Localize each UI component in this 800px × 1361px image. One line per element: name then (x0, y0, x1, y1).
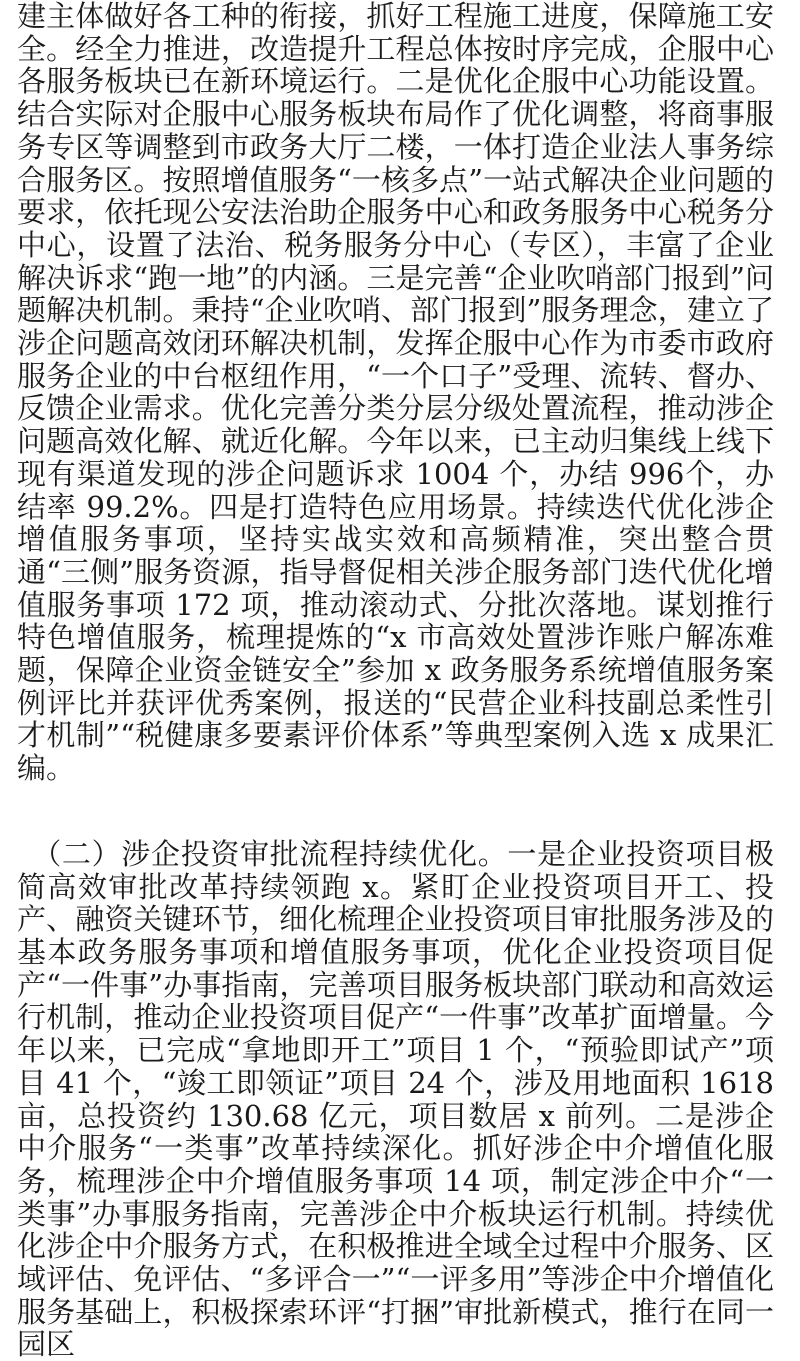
paragraph-2 (17, 838, 774, 1361)
paragraph-2-line: 续领跑 x。紧盯企业投资项目开工、投产、融资关键环节，细化梳理企业投资项 (17, 869, 774, 937)
paragraph-1-line: 为市委市政府服务企业的中台枢纽作用，“一个口子”受理、流转、督办、反馈企 (17, 326, 774, 426)
paragraph-1-line: 务部门迭代优化增值服务事项 172 项，推动滚动式、分批次落地。谋划推行特色 (17, 554, 774, 655)
paragraph-1-line: 参加 x 政务服务系统增值服务案例评比并获评优秀案例，报送的“民营企业科技 (17, 653, 774, 720)
paragraph-2-line: “一件事”办事指南，完善项目服务板块部门联动和高效运行机制，推动企业投资 (17, 967, 774, 1035)
paragraph-2-line: 验即试产”项目 41 个，“竣工即领证”项目 24 个，涉及用地面积 1618 亩，总投资 (17, 1033, 775, 1133)
paragraph-2-line: 事”办事服务指南，完善涉企中介板块运行机制。持续优化涉企中介服务方式， (17, 1196, 774, 1264)
paragraph-1-line: 专区等调整到市政务大厅二楼，一体打造企业法人事务综合服务区。按照增值服 (17, 129, 774, 197)
paragraph-1-line: 造提升工程总体按时序完成，企服中心各服务板块已在新环境运行。二是优化企 (17, 31, 774, 99)
paragraph-1-line: 今年以来，已主动归集线上线下现有渠道发现的涉企问题诉求 1004 个，办结 996 (17, 424, 774, 491)
paragraph-1-line: 服中心功能设置。结合实际对企服中心服务板块布局作了优化调整，将商事服务 (17, 64, 774, 164)
paragraph-2-line: （二）涉企投资审批流程持续优化。一是企业投资项目极简高效审批改革持 (17, 836, 774, 904)
paragraph-1-line: 哨、部门报到”服务理念，建立了涉企问题高效闭环解决机制，发挥企服中心作 (17, 293, 775, 361)
paragraph-1-line: 坚持实战实效和高频精准，突出整合贯通“三侧”服务资源，指导督促相关涉企服 (17, 522, 774, 589)
paragraph-1-line: 副总柔性引才机制”“税健康多要素评价体系”等典型案例入选 x 成果汇编。 (17, 685, 774, 786)
paragraph-1-line: 建主体做好各工种的衔接，抓好工程施工进度，保障施工安全。经全力推进，改 (17, 0, 774, 66)
paragraph-1-line: 诉求“跑一地”的内涵。三是完善“企业吹哨部门报到”问题解决机制。秉持“企业吹 (17, 260, 774, 328)
paragraph-1-line: 业需求。优化完善分类分层分级处置流程，推动涉企问题高效化解、就近化解。 (17, 391, 774, 459)
paragraph-2-line: 目审批服务涉及的基本政务服务事项和增值服务事项，优化企业投资项目促产 (17, 902, 774, 1002)
paragraph-1 (17, 0, 774, 785)
paragraph-2-line: 好涉企中介增值化服务，梳理涉企中介增值服务事项 14 项，制定涉企中介“一类 (17, 1131, 774, 1231)
paragraph-2-line: 在积极推进全域全过程中介服务、区域评估、免评估、“多评合一”“一评多用”等 (17, 1229, 774, 1297)
paragraph-1-line: 增值服务，梳理提炼的“x 市高效处置涉诈账户解冻难题，保障企业资金链安全” (17, 620, 774, 688)
paragraph-1-line: 个，办结率 99.2%。四是打造特色应用场景。持续迭代优化涉企增值服务事项， (17, 456, 774, 557)
paragraph-2-line: 项目促产“一件事”改革扩面增量。今年以来，已完成“拿地即开工”项目 1 个，“预 (17, 1000, 774, 1068)
paragraph-2-line: 涉企中介增值化服务基础上，积极探索环评“打捆”审批新模式，推行在同一园区 (17, 1262, 774, 1361)
paragraph-2-line: 约 130.68 亿元，项目数居 x 前列。二是涉企中介服务“一类事”改革持续深化。抓 (17, 1098, 774, 1166)
document-page (17, 0, 774, 1361)
paragraph-1-line: 务“一核多点”一站式解决企业问题的要求，依托现公安法治助企服务中心和政务 (17, 162, 774, 230)
paragraph-1-line: 服务中心税务分中心，设置了法治、税务服务分中心（专区），丰富了企业解决 (17, 195, 774, 295)
